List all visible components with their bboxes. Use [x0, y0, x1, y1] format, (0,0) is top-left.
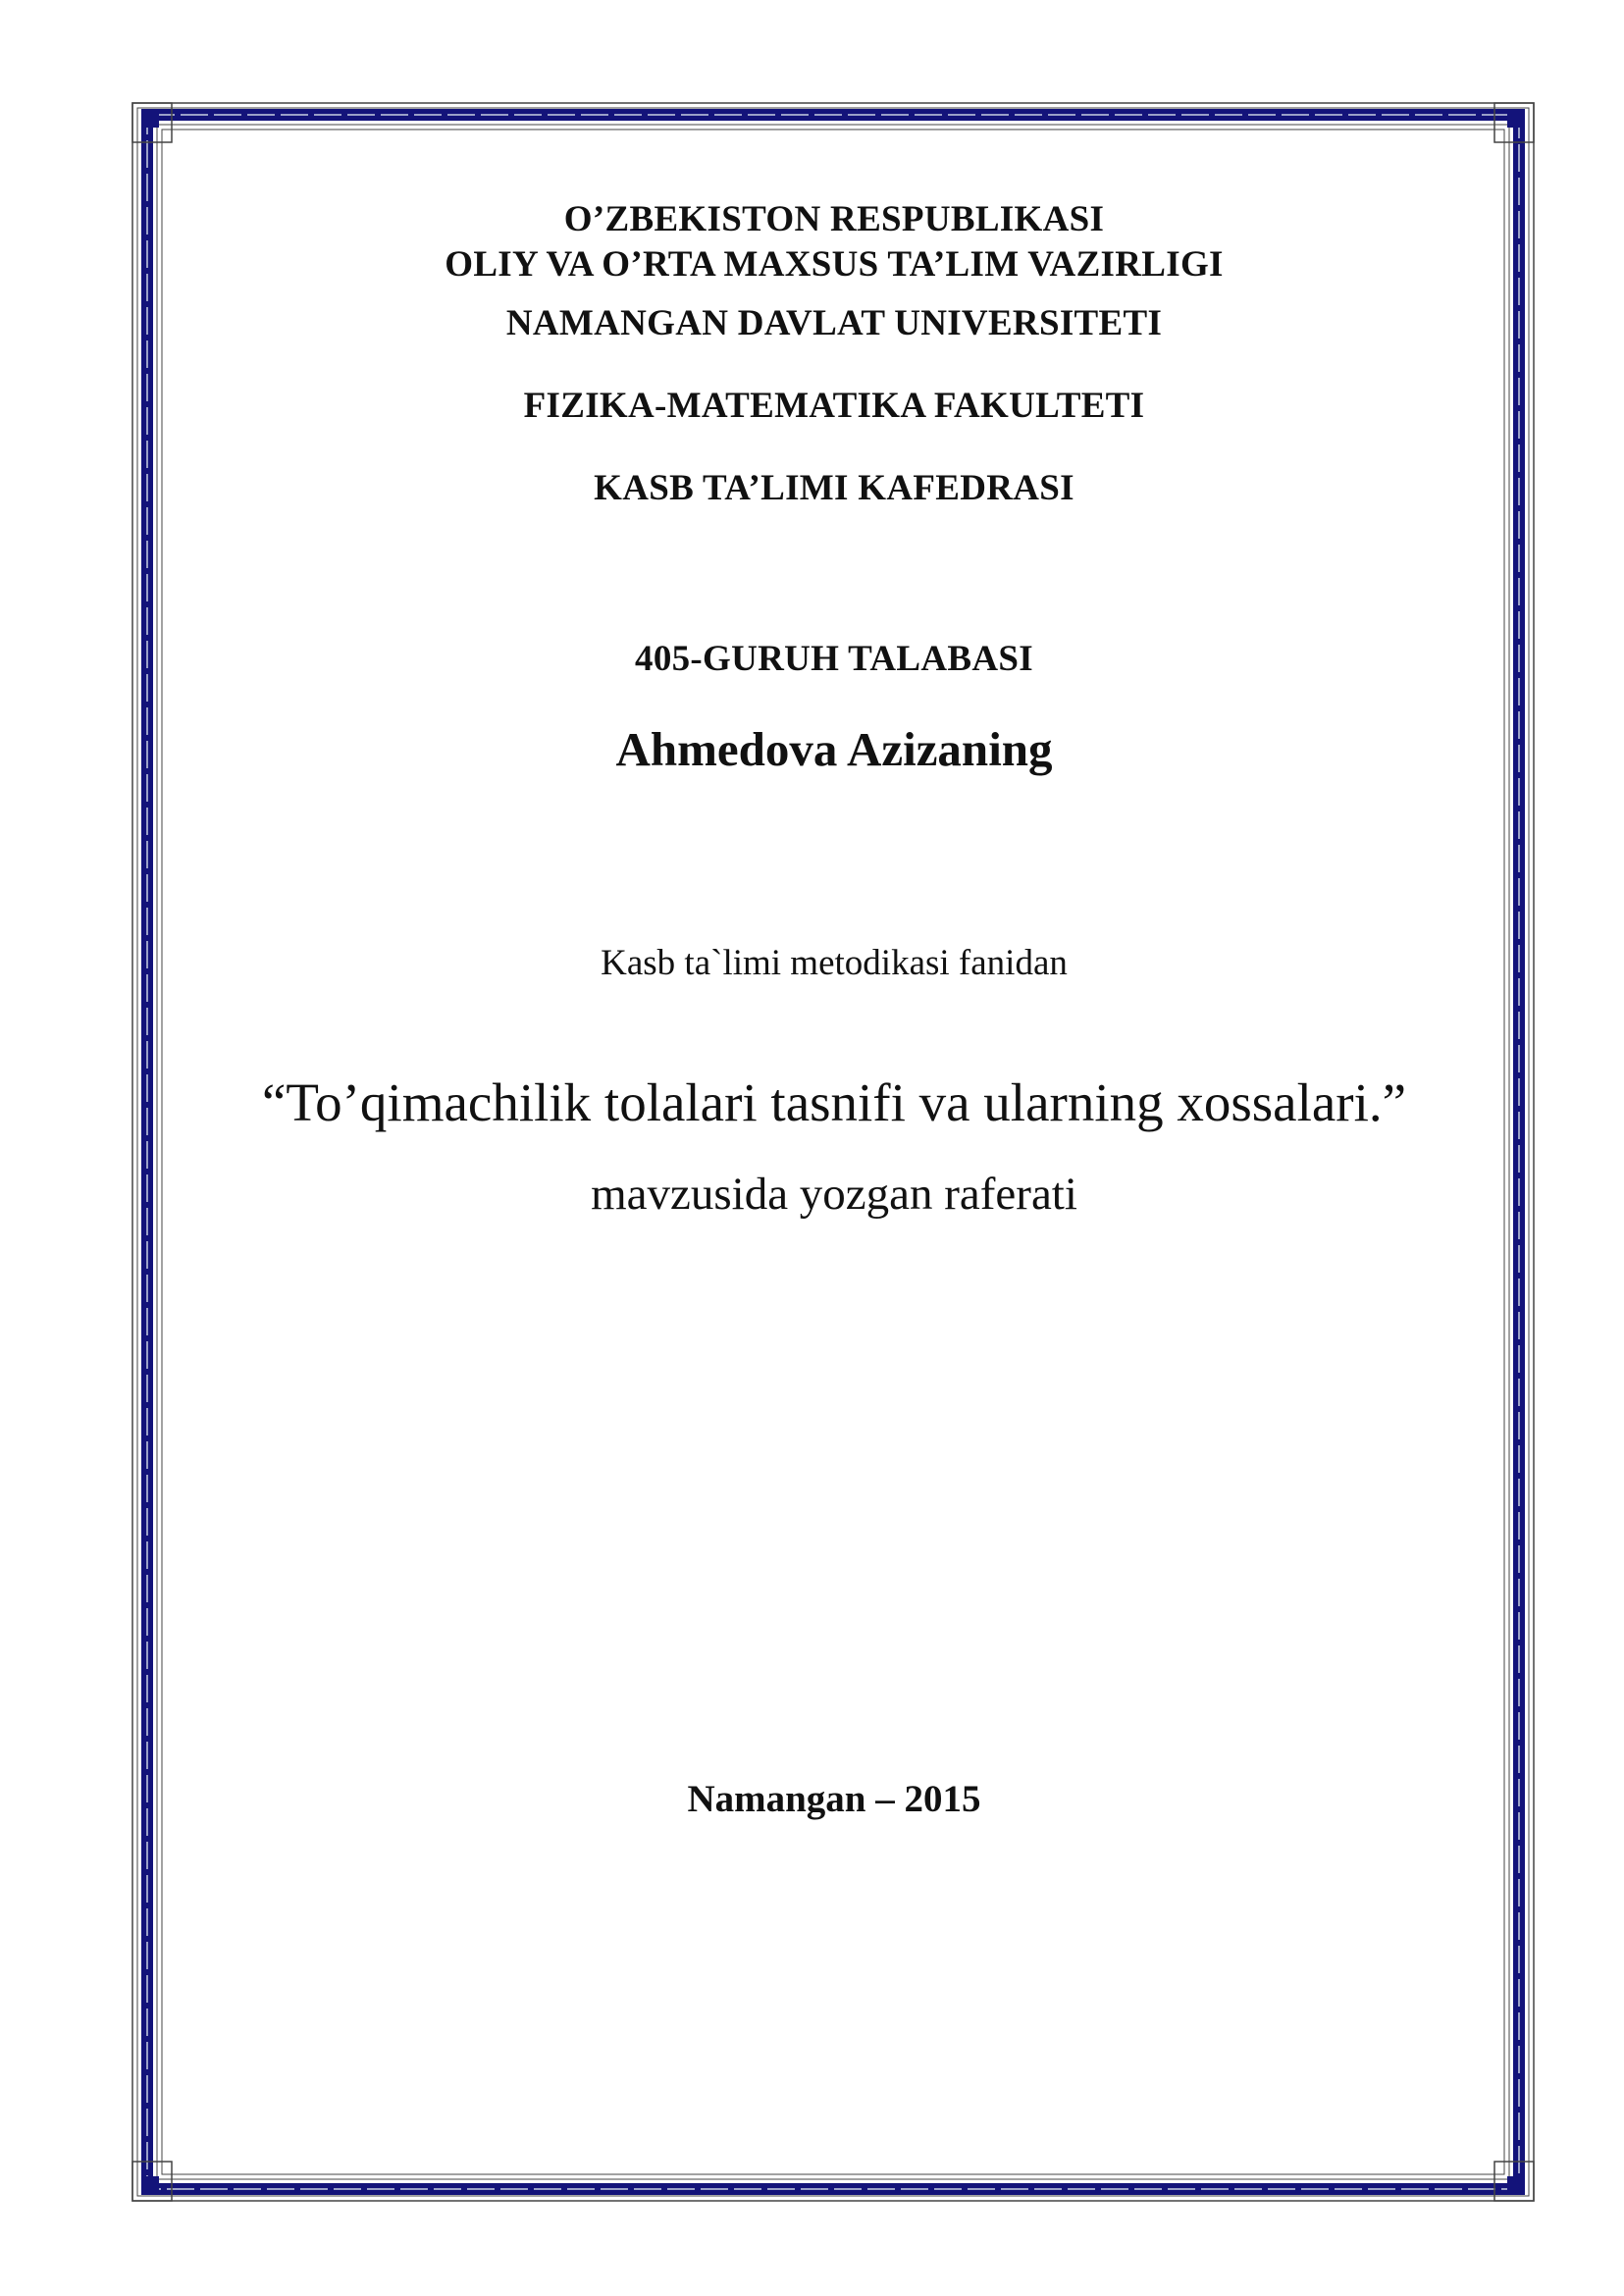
subject-line: Kasb ta`limi metodikasi fanidan	[601, 943, 1068, 983]
ministry-heading: OLIY VA O’RTA MAXSUS TA’LIM VAZIRLIGI	[445, 244, 1224, 285]
topic-title: “To’qimachilik tolalari tasnifi va ularning xossalari.”	[261, 1072, 1407, 1132]
student-name: Ahmedova Azizaning	[615, 722, 1053, 776]
faculty-heading: FIZIKA-MATEMATIKA FAKULTETI	[523, 386, 1145, 426]
university-heading: NAMANGAN DAVLAT UNIVERSITETI	[505, 303, 1163, 343]
student-group: 405-GURUH TALABASI	[635, 639, 1033, 679]
topic-suffix: mavzusida yozgan raferati	[591, 1169, 1077, 1220]
city-year: Namangan – 2015	[687, 1778, 981, 1820]
department-heading: KASB TA’LIMI KAFEDRASI	[594, 468, 1074, 508]
country-heading: O’ZBEKISTON RESPUBLIKASI	[563, 199, 1105, 239]
